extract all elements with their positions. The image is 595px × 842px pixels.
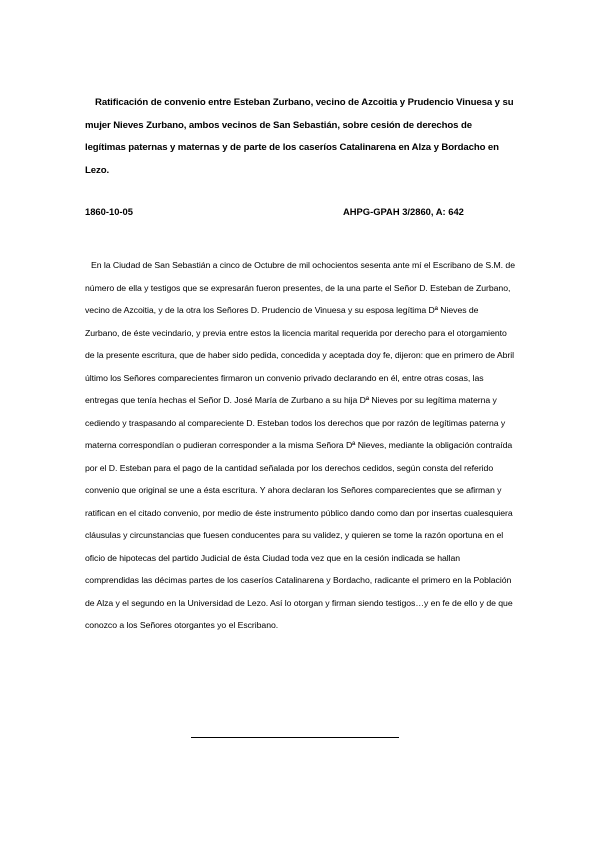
closing-divider bbox=[191, 737, 399, 738]
document-body-text: En la Ciudad de San Sebastián a cinco de Octubre de mil ochocientos sesenta ante mí el Escribano de S.M. de número de ella y testigos que se expresarán fueron presentes, de la una parte el Señor D. Esteban de Zurbano, vecino de Azcoitia, y de la otra los Señores D. Prudencio de Vinuesa y su esposa legítima Dª Nieves de Zurbano, de éste vecindario, y previa entre estos la licencia marital requerida por derecho para el otorgamiento de la presente escritura, que de haber sido pedida, concedida y aceptada doy fe, dijeron: que en primero de Abril último los Señores comparecientes firmaron un convenio privado declarando en él, entre otras cosas, las entregas que tenía hechas el Señor D. José María de Zurbano a su hija Dª Nieves por su legítima materna y cediendo y traspasando al compareciente D. Esteban todos los derechos que por razón de legítimas paterna y materna correspondían o pudieran corresponder a la misma Señora Dª Nieves, mediante la obligación contraída por el D. Esteban para el pago de la cantidad señalada por los derechos cedidos, según consta del referido convenio que original se une a ésta escritura. Y ahora declaran los Señores comparecientes que se afirman y ratifican en el citado convenio, por medio de éste instrumento público dando como dan por insertas cualesquiera cláusulas y circunstancias que fuesen conducentes para su validez, y quieren se tome la razón oportuna en el oficio de hipotecas del partido Judicial de ésta Ciudad toda vez que en la cesión indicada se hallan comprendidas las décimas partes de los caseríos Catalinarena y Bordacho, radicante el primero en la Población de Alza y el segundo en la Universidad de Lezo. Así lo otorgan y firman siendo testigos…y en fe de ello y de que conozco a los Señores otorgantes yo el Escribano. bbox=[85, 260, 515, 630]
document-title bbox=[85, 92, 515, 182]
document-body bbox=[85, 254, 515, 637]
document-date: 1860-10-05 bbox=[85, 206, 133, 217]
document-title-text: Ratificación de convenio entre Esteban Zurbano, vecino de Azcoitia y Prudencio Vinuesa y su mujer Nieves Zurbano, ambos vecinos de San Sebastián, sobre cesión de derechos de legítimas paternas y maternas y de parte de los caseríos Catalinarena en Alza y Bordacho en Lezo. bbox=[85, 97, 514, 176]
archive-reference: AHPG-GPAH 3/2860, A: 642 bbox=[343, 206, 464, 217]
